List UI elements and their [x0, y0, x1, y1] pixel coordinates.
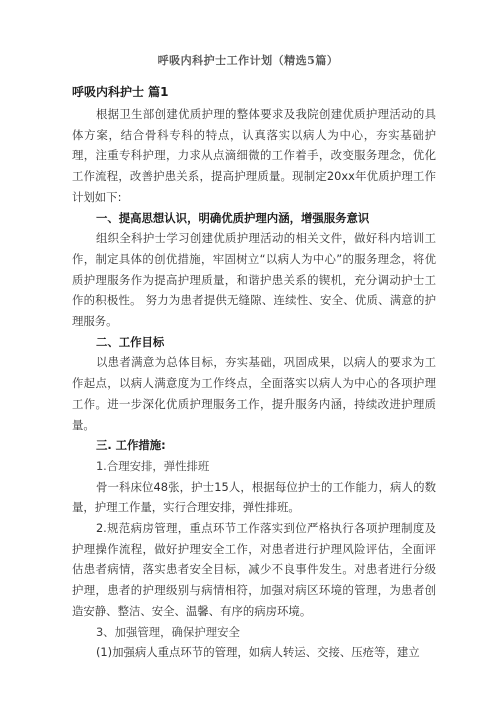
paragraph-scheduling: 骨一科床位48张，护士15人，根据每位护士的工作能力，病人的数量，护理工作量，实行合理安排，弹性排班。 [72, 479, 436, 515]
paragraph-goals: 以患者满意为总体目标，夯实基础，巩固成果，以病人的要求为工作起点，以病人满意度为工作终点，全面落实以病人为中心的各项护理工作。进一步深化优质护理服务工作，提升服务内涵，持续改进护理质量。 [72, 355, 436, 432]
paragraph-intro: 根据卫生部创建优质护理的整体要求及我院创建优质护理活动的具体方案，结合骨科专科的特点，认真落实以病人为中心，夯实基础护理，注重专科护理，力求从点滴细微的工作着手，改变服务理念，优化工作流程，改善护患关系，提高护理质量。现制定20xx年优质护理工作计划如下: [72, 107, 436, 204]
heading-work-goals: 二、工作目标 [95, 334, 165, 349]
document-body [72, 84, 436, 663]
subitem-scheduling: 1.合理安排，弹性排班 [95, 458, 210, 473]
heading-work-measures: 三. 工作措施: [95, 438, 166, 453]
paragraph-training: 组织全科护士学习创建优质护理活动的相关文件，做好科内培训工作，制定具体的创优措施，牢固树立“以病人为中心”的服务理念，将优质护理服务作为提高护理质量，和谐护患关系的锲机，充分调动护士工作的积极性。 努力为患者提供无缝隙、连续性、安全、优质、满意的护理服务。 [72, 231, 436, 329]
heading-improve-awareness: 一、提高思想认识，明确优质护理内涵，增强服务意识 [95, 210, 370, 225]
document-title: 呼吸内科护士工作计划（精选5篇） [157, 54, 339, 67]
section-title: 呼吸内科护士 篇1 [72, 85, 169, 99]
subitem-safety: 3、加强管理，确保护理安全 [95, 624, 240, 639]
paragraph-ward-management: 2.规范病房管理，重点环节工作落实到位严格执行各项护理制度及护理操作流程，做好护理安全工作，对患者进行护理风险评估，全面评估患者病情，落实患者安全目标，减少不良事件发生。对患者进行分级护理，患者的护理级别与病情相符，加强对病区环境的管理，为患者创造安静、整洁、安全、温馨、有序的病房环境。 [72, 521, 436, 618]
paragraph-key-links: (1)加强病人重点环节的管理，如病人转运、交接、压疮等，建立 [95, 645, 420, 660]
